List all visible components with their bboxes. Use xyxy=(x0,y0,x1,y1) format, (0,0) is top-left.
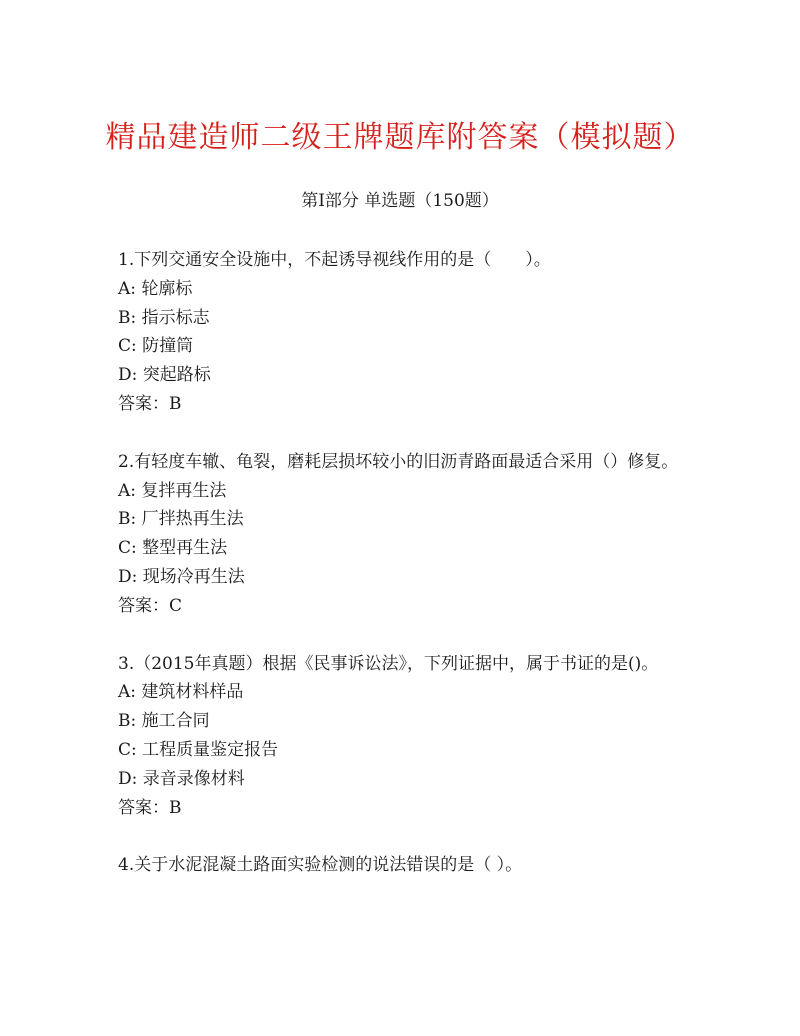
option-a: A: 轮廓标 xyxy=(118,278,193,299)
option-b: B: 施工合同 xyxy=(118,711,210,732)
question-stem: 4.关于水泥混凝土路面实验检测的说法错误的是（ ）。 xyxy=(118,855,523,876)
question-stem: 2.有轻度车辙、龟裂，磨耗层损坏较小的旧沥青路面最适合采用（）修复。 xyxy=(118,451,679,472)
answer-line: 答案：B xyxy=(118,393,182,414)
option-a: A: 复拌再生法 xyxy=(118,480,227,501)
option-d: D: 现场冷再生法 xyxy=(118,566,245,587)
option-c: C: 整型再生法 xyxy=(118,538,228,559)
question-list xyxy=(118,246,698,909)
option-c: C: 工程质量鉴定报告 xyxy=(118,739,279,760)
option-b: B: 指示标志 xyxy=(118,307,210,328)
question-1 xyxy=(118,246,698,419)
question-4 xyxy=(118,851,698,880)
option-b: B: 厂拌热再生法 xyxy=(118,509,244,530)
option-d: D: 突起路标 xyxy=(118,365,211,386)
answer-line: 答案：C xyxy=(118,595,183,616)
document-title: 精品建造师二级王牌题库附答案（模拟题） xyxy=(105,120,695,155)
option-d: D: 录音录像材料 xyxy=(118,768,245,789)
section-heading: 第Ⅰ部分 单选题（150题） xyxy=(301,191,499,211)
question-stem: 3.（2015年真题）根据《民事诉讼法》，下列证据中，属于书证的是(​)。 xyxy=(118,653,659,674)
option-a: A: 建筑材料样品 xyxy=(118,682,244,703)
question-stem: 1.下列交通安全设施中，不起诱导视线作用的是（ ）。 xyxy=(118,250,551,270)
option-c: C: 防撞筒 xyxy=(118,336,194,357)
answer-line: 答案：B xyxy=(118,797,182,818)
question-3 xyxy=(118,650,698,823)
question-2 xyxy=(118,448,698,621)
